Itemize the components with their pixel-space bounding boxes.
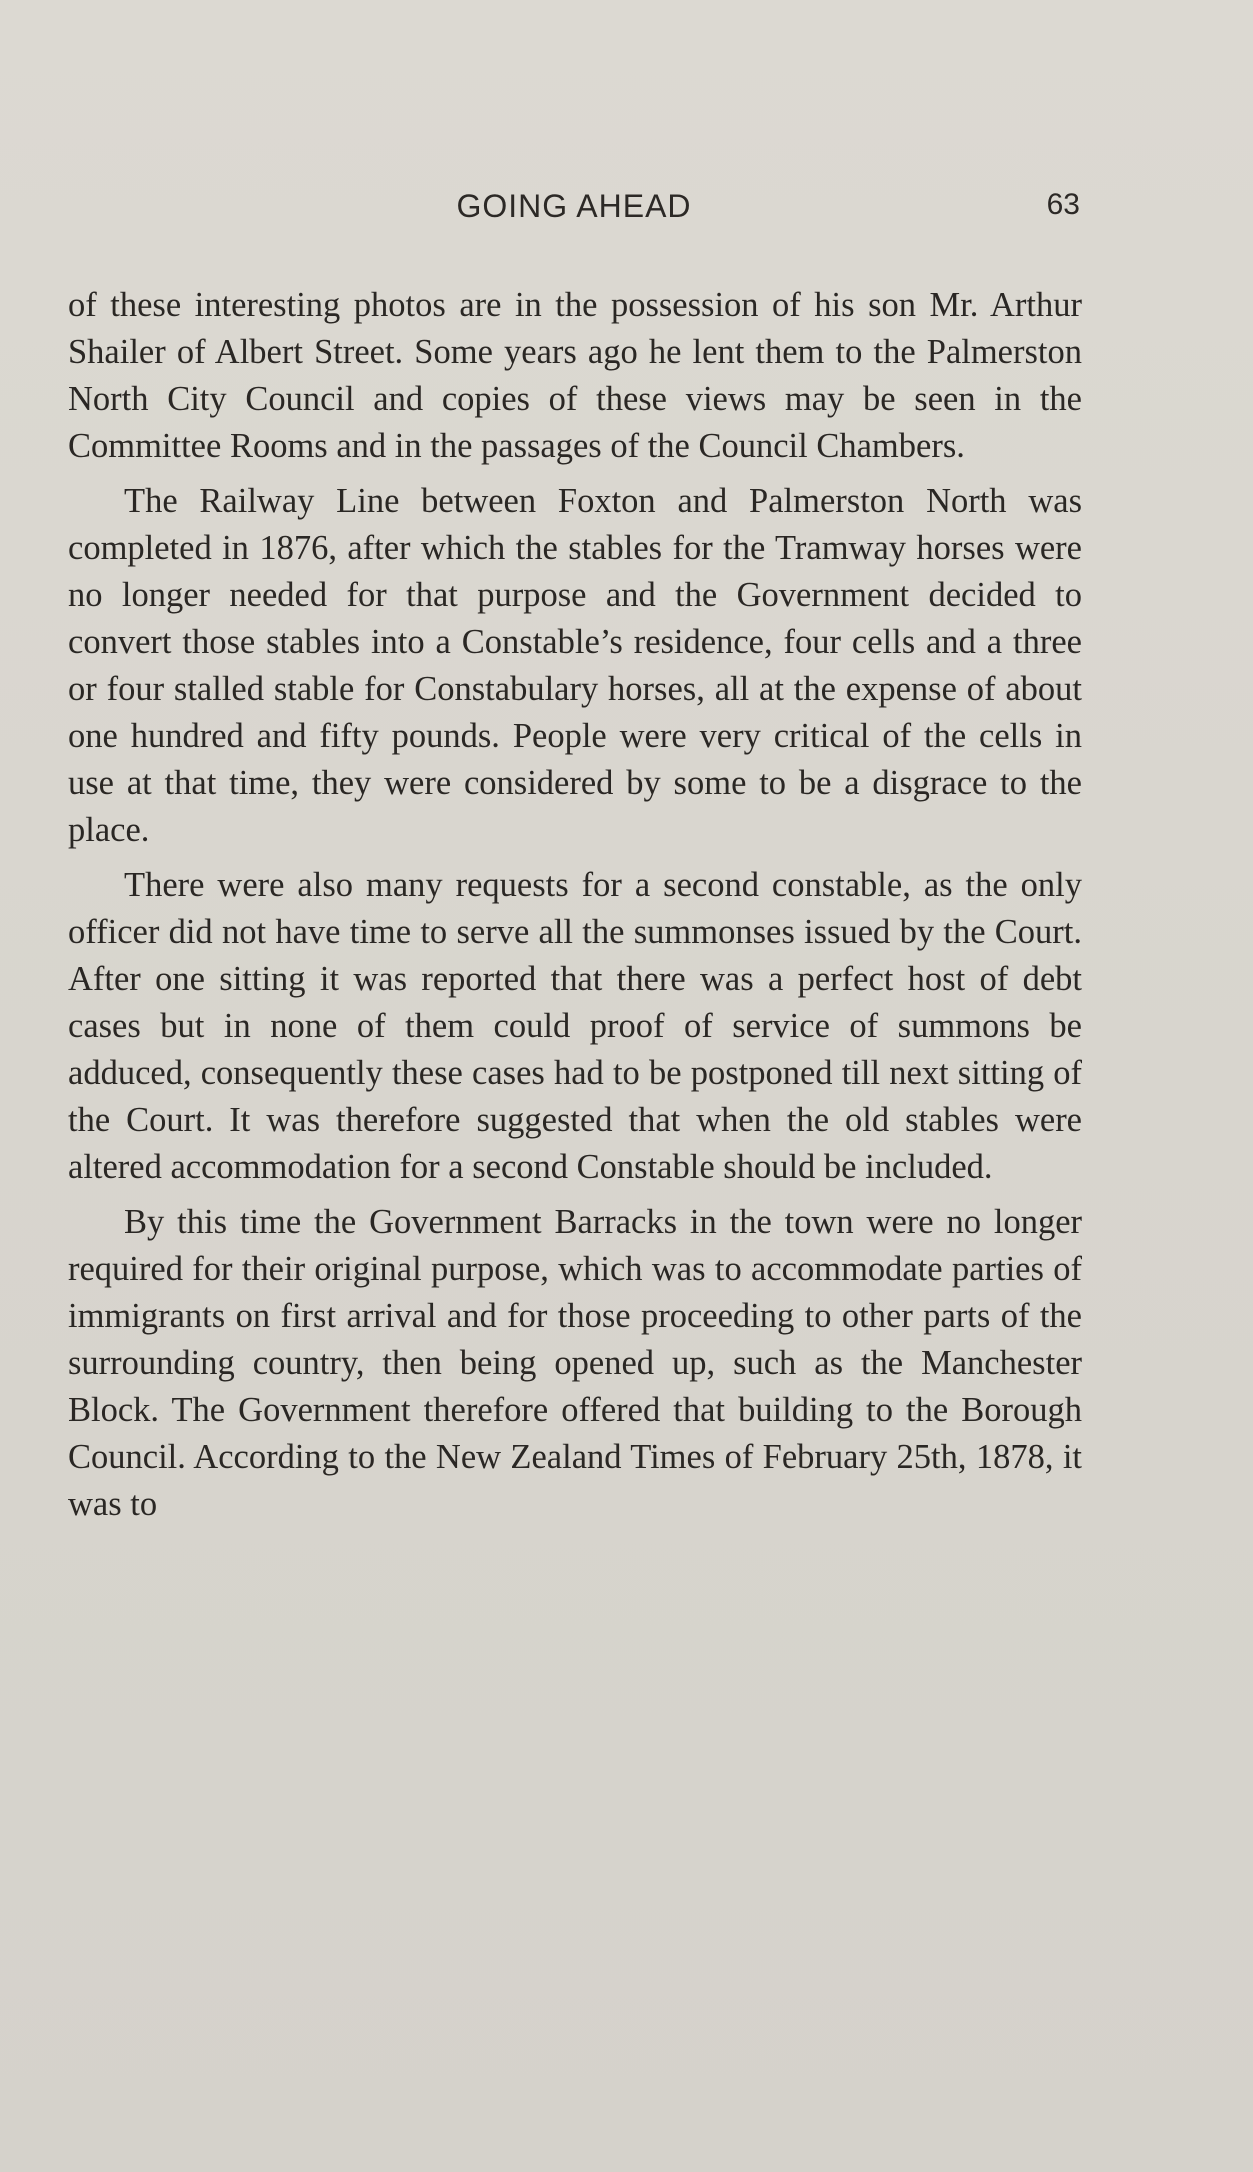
paragraph-second-constable: There were also many requests for a second constable, as the only officer did not have time to serve all the summonses issued by the Court. After one sitting it was reported that there was a perfect host of debt cases but in none of them could proof of service of summons be adduced, consequently these cases had to be postponed till next sitting of the Court. It was therefore suggested that when the old stables were altered accommodation for a second Constable should be included.: [68, 866, 1082, 1186]
page-header: [68, 188, 1080, 232]
paragraph-continued: of these interesting photos are in the possession of his son Mr. Arthur Shailer of Albert Street. Some years ago he lent them to the Palmerston North City Council and copies of these views may be seen in the Committee Rooms and in the passages of the Council Chambers.: [68, 286, 1082, 465]
paragraph-railway-line: The Railway Line between Foxton and Palmerston North was completed in 1876, after which the stables for the Tramway horses were no longer needed for that purpose and the Government decided to convert those stables into a Constable’s residence, four cells and a three or four stalled stable for Constabulary horses, all at the expense of about one hundred and fifty pounds. People were very critical of the cells in use at that time, they were considered by some to be a disgrace to the place.: [68, 482, 1082, 849]
body-text: [68, 282, 1082, 1536]
running-title: GOING AHEAD: [456, 188, 692, 224]
paragraph-government-barracks: By this time the Government Barracks in the town were no longer required for their original purpose, which was to accommodate parties of immigrants on first arrival and for those proceeding to other parts of the surrounding country, then being opened up, such as the Manchester Block. The Government therefore offered that building to the Borough Council. According to the New Zealand Times of February 25th, 1878, it was to: [68, 1203, 1082, 1523]
page-number: 63: [1046, 188, 1080, 221]
